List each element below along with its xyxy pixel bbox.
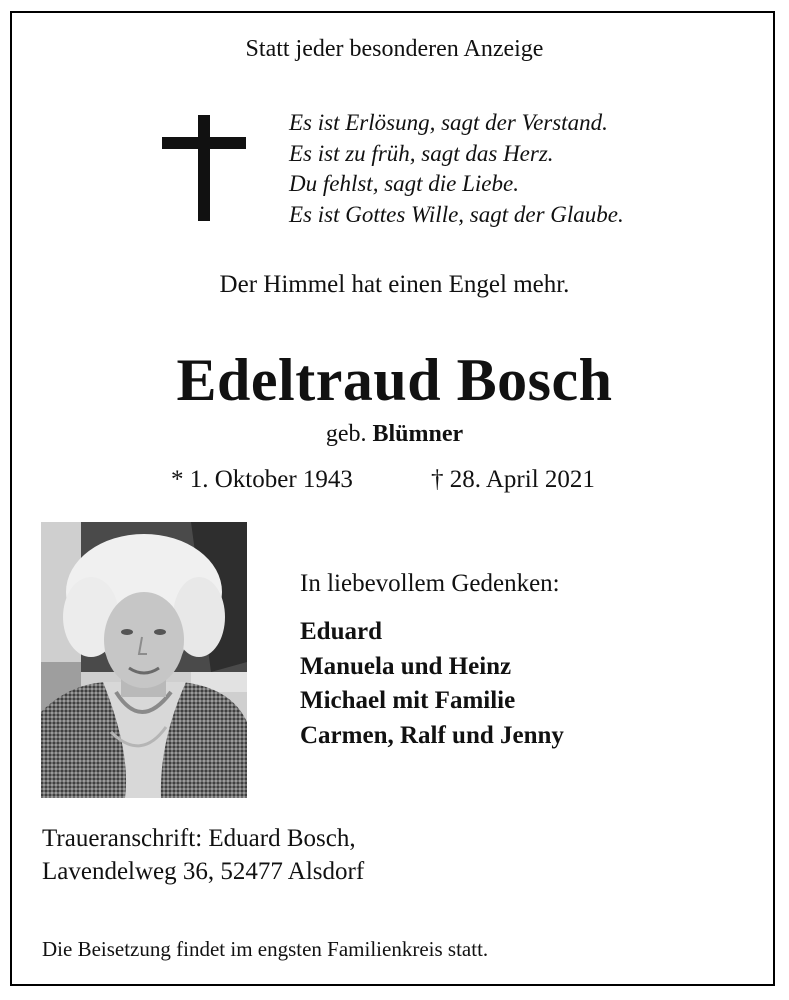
deceased-name: Edeltraud Bosch (176, 347, 613, 413)
mourning-address (42, 822, 364, 888)
angel-line: Der Himmel hat einen Engel mehr. (219, 271, 570, 298)
burial-note: Die Beisetzung findet im engsten Familienkreis statt. (42, 937, 489, 961)
list-item: Carmen, Ralf und Jenny (300, 721, 564, 749)
address-line: Traueranschrift: Eduard Bosch, (42, 825, 356, 852)
poem (289, 108, 624, 230)
list-item: Eduard (300, 618, 382, 645)
maiden-name: Blümner (372, 421, 464, 447)
poem-line: Es ist zu früh, sagt das Herz. (289, 140, 554, 166)
address-line: Lavendelweg 36, 52477 Alsdorf (42, 858, 365, 885)
born-prefix: geb. (325, 421, 367, 447)
notice-header: Statt jeder besonderen Anzeige (245, 36, 544, 62)
poem-line: Du fehlst, sagt die Liebe. (289, 171, 519, 196)
portrait-photo (41, 522, 247, 798)
maiden-name-line (0, 421, 789, 448)
poem-line: Es ist Erlösung, sagt der Verstand. (289, 110, 608, 135)
cross-icon (162, 115, 246, 221)
list-item: Manuela und Heinz (300, 652, 512, 680)
list-item: Michael mit Familie (300, 687, 516, 714)
death-date: † 28. April 2021 (431, 466, 595, 493)
birth-date: * 1. Oktober 1943 (171, 466, 353, 493)
mourners-list (300, 615, 564, 753)
poem-line: Es ist Gottes Wille, sagt der Glaube. (289, 201, 624, 227)
memory-intro: In liebevollem Gedenken: (300, 570, 560, 597)
